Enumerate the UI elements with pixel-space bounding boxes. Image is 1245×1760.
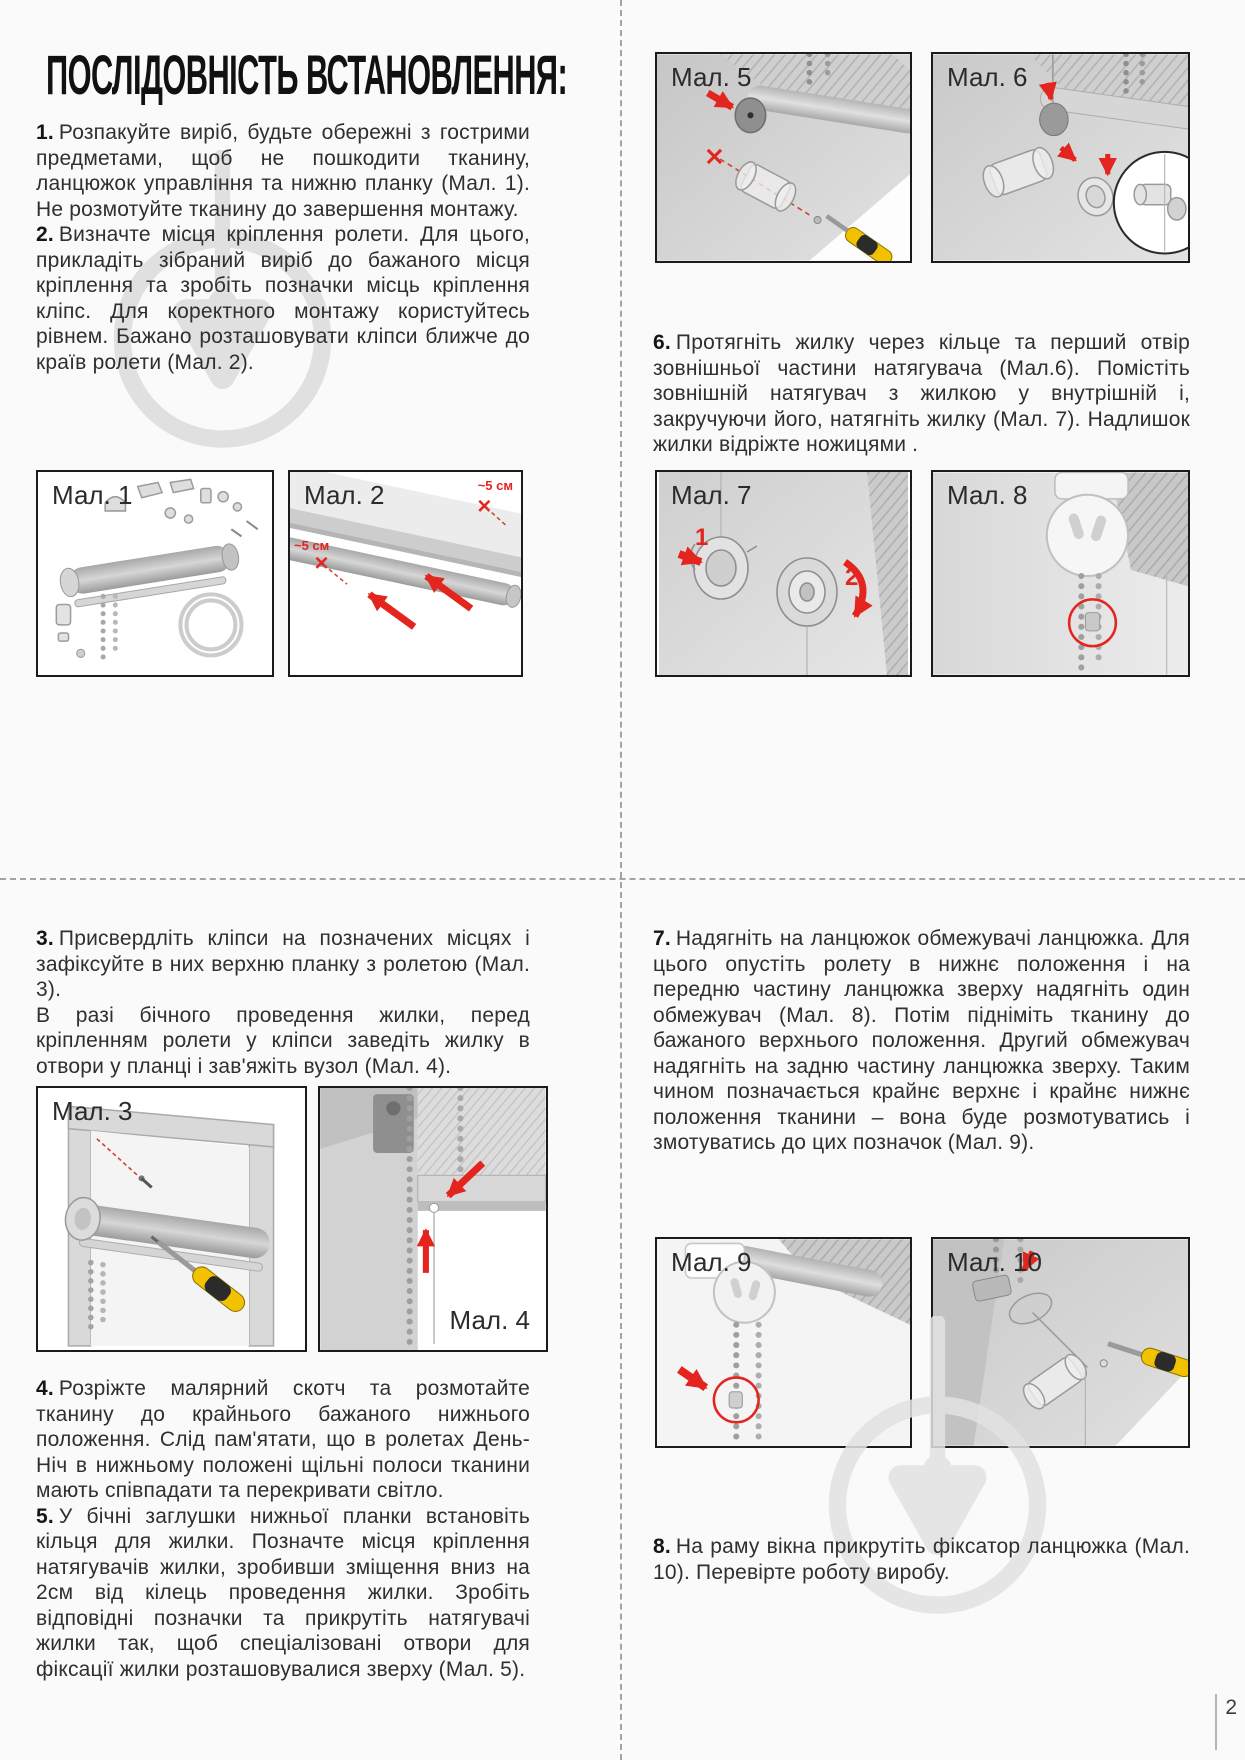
- steps-4-5-block: [36, 1376, 530, 1682]
- step-8-text: На раму вікна прикрутіть фіксатор ланцюжка (Мал. 10). Перевірте роботу виробу.: [653, 1535, 1190, 1584]
- step-4-number: 4.: [36, 1377, 54, 1400]
- page-title: [46, 42, 994, 107]
- steps-1-2-block: [36, 120, 530, 375]
- page-number-divider: [1215, 1694, 1217, 1750]
- figure-2-label: Мал. 2: [304, 480, 385, 510]
- horizontal-dashed-divider: [0, 878, 1245, 880]
- figure-box-4: [318, 1086, 548, 1352]
- step-2-number: 2.: [36, 223, 54, 246]
- figure-box-3: [36, 1086, 307, 1352]
- figure-7-label: Мал. 7: [671, 480, 752, 510]
- step-2: [36, 222, 530, 375]
- step-6-block: [653, 330, 1190, 458]
- page-number-group: [1215, 1694, 1237, 1750]
- step-6-text: Протягніть жилку через кільце та перший отвір зовнішньої частини натягувача (Мал.6). Помістіть зовнішній натягувач з жилкою у внутрішній і, закручуючи його, натягніть жилку (Мал. 7). Надлишок жилки відріжте ножицями .: [653, 331, 1190, 456]
- step-1: [36, 120, 530, 222]
- step-4-text: Розріжте малярний скотч та розмотайте тканину до крайнього бажаного нижнього положення. Слід пам'ятати, що в ролетах День-Ніч в нижньому положені щільні полоси тканини мають співпадати та перекривати світло.: [36, 1377, 530, 1502]
- figure-8-label: Мал. 8: [947, 480, 1028, 510]
- figure-box-2: [288, 470, 523, 677]
- figure-7-step-1-number: 1: [695, 524, 709, 551]
- step-8-number: 8.: [653, 1535, 671, 1558]
- step-5-text: У бічні заглушки нижньої планки встановіть кільця для жилки. Позначте місця кріплення натягувачів жилки, зробивши зміщення вниз на 2см від кілець проведення жилки. Зробіть відповідні позначки та прикрутіть натягувачі жилки так, щоб спеціалізовані отвори для фіксації жилки розташовувалися зверху (Мал. 5).: [36, 1504, 530, 1681]
- step-8-block: [653, 1534, 1190, 1585]
- figure-5-label: Мал. 5: [671, 62, 752, 92]
- figure-box-8: [931, 470, 1190, 677]
- step-7-block: [653, 926, 1190, 1156]
- step-1-text: Розпакуйте виріб, будьте обережні з гострими предметами, щоб не пошкодити тканину, ланцюжок управління та нижню планку (Мал. 1). Не розмотуйте тканину до завершення монтажу.: [36, 121, 530, 221]
- figure-4-label: Мал. 4: [449, 1305, 530, 1335]
- step-3: [36, 926, 530, 1079]
- step-3-text2: В разі бічного проведення жилки, перед кріпленням ролети у кліпси заведіть жилку в отвори у планці і зав'яжіть вузол (Мал. 4).: [36, 1003, 530, 1078]
- step-5: [36, 1504, 530, 1683]
- page-number: 2: [1225, 1696, 1237, 1719]
- step-2-text: Визначте місця кріплення ролети. Для цього, прикладіть зібраний виріб до бажаного місця кріплення та зробіть позначки місць кріплення кліпс. Для коректного монтажу користуйтесь рівнем. Бажано розташовувати кліпси ближче до країв ролети (Мал. 2).: [36, 223, 530, 374]
- figure-2-dimension-left: ~5 см: [294, 538, 330, 553]
- vertical-dashed-divider: [620, 0, 622, 1760]
- step-8: [653, 1534, 1190, 1585]
- step-3-number: 3.: [36, 927, 54, 950]
- step-5-number: 5.: [36, 1504, 54, 1528]
- figure-10-label: Мал. 10: [947, 1247, 1042, 1277]
- figure-1-label: Мал. 1: [52, 480, 133, 510]
- page-title-text: ПОСЛІДОВНІСТЬ ВСТАНОВЛЕННЯ:: [46, 43, 568, 106]
- step-7-text: Надягніть на ланцюжок обмежувачі ланцюжка. Для цього опустіть ролету в нижнє положення і на передню частину ланцюжка зверху надягніть один обмежувач (Мал. 8). Потім підніміть тканину до бажаного верхнього положення. Другий обмежувач надягніть на задню частину ланцюжка зверху. Таким чином позначається крайнє верхнє і крайнє нижнє положення тканини – вона буде розмотуватись і змотуватись до цих позначок (Мал. 9).: [653, 927, 1190, 1154]
- figure-2-dimension-top: ~5 см: [477, 478, 513, 493]
- step-1-number: 1.: [36, 121, 54, 144]
- step-6: [653, 330, 1190, 458]
- figure-box-1: [36, 470, 274, 677]
- step-7-number: 7.: [653, 927, 671, 950]
- step-3-block: [36, 926, 530, 1079]
- figure-7-step-2-number: 2: [845, 564, 859, 591]
- step-7: [653, 926, 1190, 1156]
- figure-box-7: [655, 470, 912, 677]
- figure-3-illustration-mount-roller-with-screwdriver: [38, 1088, 305, 1350]
- figure-3-label: Мал. 3: [52, 1096, 133, 1126]
- step-6-number: 6.: [653, 331, 671, 354]
- step-4: [36, 1376, 530, 1504]
- plumb-bob-logo-watermark-icon: [815, 1316, 1060, 1643]
- figure-9-label: Мал. 9: [671, 1247, 752, 1277]
- step-3-text: Присвердліть кліпси на позначених місцях і зафіксуйте в них верхню планку з ролетою (Мал. 3).: [36, 927, 530, 1001]
- figure-6-label: Мал. 6: [947, 62, 1028, 92]
